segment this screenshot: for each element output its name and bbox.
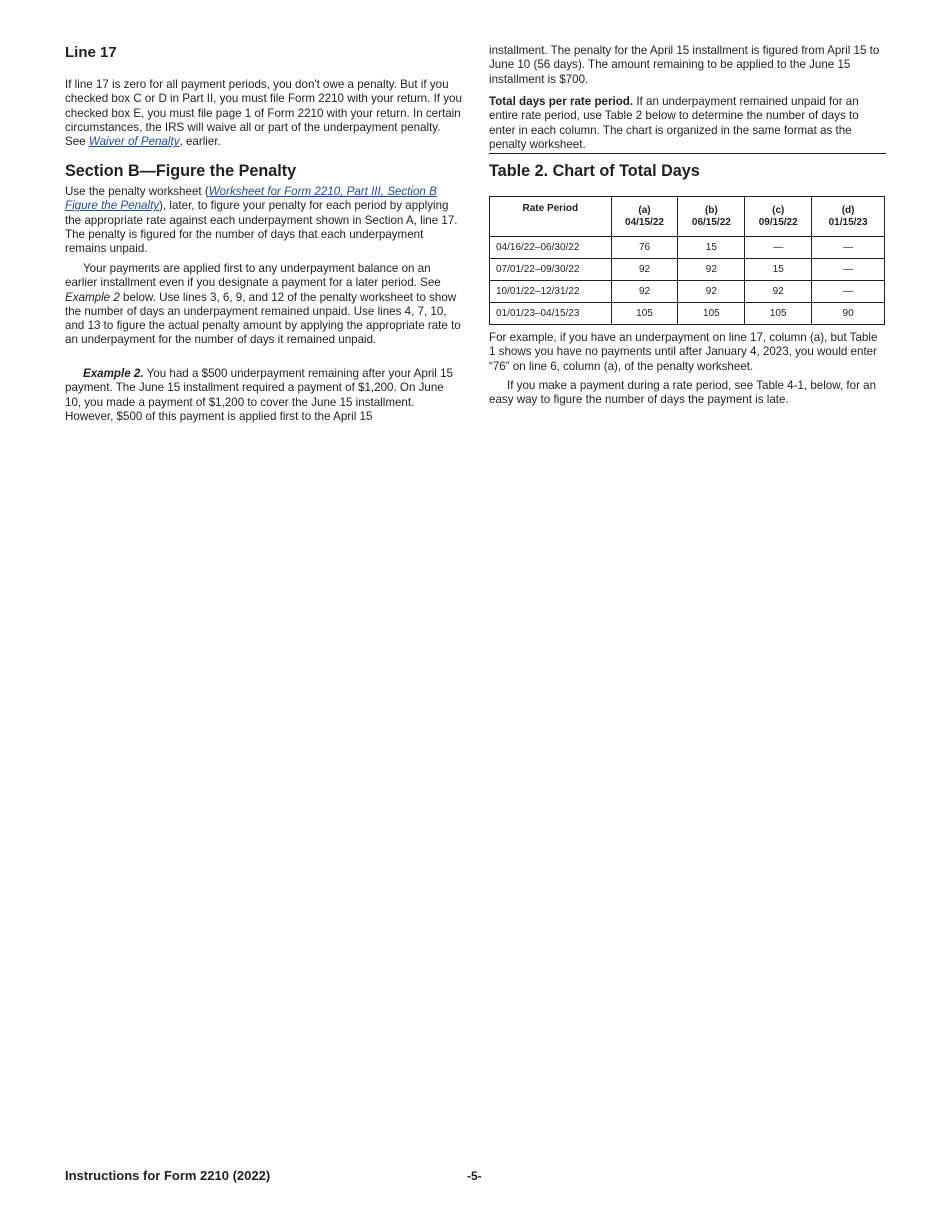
line17-text: If line 17 is zero for all payment periods, you don't owe a penalty. But if you checked box C or D in Part II, you must file Form 2210 with your return. If you checked box E, you must file page 1 of Form 2210 with your return. In certain circumstances, the IRS will waive all or part of the underpayment penalty. See	[65, 78, 462, 149]
col-c-letter: (c)	[772, 204, 785, 216]
col-a-date: 04/15/22	[625, 216, 664, 228]
days-cell: —	[812, 237, 885, 259]
total-days-table	[489, 196, 885, 325]
days-cell: 15	[745, 259, 812, 281]
rate-period-cell: 10/01/22–12/31/22	[490, 281, 612, 303]
days-cell: 90	[812, 303, 885, 325]
rate-period-cell: 04/16/22–06/30/22	[490, 237, 612, 259]
example2-label: Example 2.	[83, 367, 144, 380]
rate-period-cell: 01/01/23–04/15/23	[490, 303, 612, 325]
line17-paragraph	[65, 78, 463, 149]
total-days-label: Total days per rate period.	[489, 95, 634, 108]
total-days-text: If an underpayment remained unpaid for an entire rate period, use Table 2 below to determine the number of days to enter in each column. The chart is organized in the same format as the penalty worksheet.	[489, 95, 859, 151]
col-c-date: 09/15/22	[758, 216, 798, 228]
col-d-letter: (d)	[841, 204, 855, 216]
example2-reference: Example 2	[65, 290, 120, 304]
header-rate-period: Rate Period	[490, 197, 612, 237]
divider-rule	[489, 153, 886, 154]
page-number: -5-	[467, 1169, 482, 1183]
days-cell: 92	[611, 281, 678, 303]
table-header-row	[490, 197, 885, 237]
header-col-d	[812, 197, 885, 237]
example2-text: You had a $500 underpayment remaining after your April 15 payment. The June 15 installment required a payment of $1,200. On June 10, you made a payment of $1,200 to cover the June 15 installment. However, $500 of this payment is applied first to the April 15	[65, 367, 453, 423]
footer-title: Instructions for Form 2210 (2022)	[65, 1168, 271, 1183]
table-row	[490, 259, 885, 281]
section-b-paragraph	[65, 185, 463, 256]
line17-heading: Line 17	[65, 44, 117, 61]
days-cell: 105	[745, 303, 812, 325]
table-title: Table 2. Chart of Total Days	[489, 162, 700, 180]
days-cell: 92	[745, 281, 812, 303]
header-col-b	[678, 197, 745, 237]
table-row	[490, 281, 885, 303]
table-row	[490, 303, 885, 325]
days-cell: 105	[678, 303, 745, 325]
table-row	[490, 237, 885, 259]
continuation-paragraph: installment. The penalty for the April 15 installment is figured from April 15 to June 10 (56 days). The amount remaining to be applied to the June 15 installment is $700.	[489, 44, 880, 86]
days-cell: 105	[611, 303, 678, 325]
days-cell: 15	[678, 237, 745, 259]
days-cell: —	[745, 237, 812, 259]
example-paragraph: For example, if you have an underpayment on line 17, column (a), but Table 1 shows you have no payments until after January 4, 2023, you would enter “76” on line 6, column (a), of the penalty worksheet.	[489, 331, 878, 373]
line17-text-end: , earlier.	[179, 135, 221, 149]
example2-paragraph	[65, 367, 463, 424]
col-b-letter: (b)	[704, 204, 718, 216]
header-col-a	[611, 197, 678, 237]
payment-during-period-paragraph: If you make a payment during a rate period, see Table 4-1, below, for an easy way to figure the number of days the payment is late.	[489, 379, 877, 407]
days-cell: 92	[678, 259, 745, 281]
rate-period-cell: 07/01/22–09/30/22	[490, 259, 612, 281]
days-cell: —	[812, 259, 885, 281]
worksheet-link[interactable]: Worksheet for Form 2210, Part III, Section B Figure the Penalty	[65, 185, 437, 213]
section-b-text-end: ), later, to figure your penalty for each period by applying the appropriate rate against each underpayment shown in Section A, line 17. The penalty is figured for the number of days that each underpayment remains unpaid.	[65, 199, 458, 256]
payments-text-end: below. Use lines 3, 6, 9, and 12 of the penalty worksheet to show the number of days an underpayment remained unpaid. Use lines 4, 7, 10, and 13 to figure the actual penalty amount by applying the appropriate rate to an underpayment for the number of days it remained unpaid.	[65, 290, 461, 347]
days-cell: —	[812, 281, 885, 303]
col-d-date: 01/15/23	[828, 216, 868, 228]
section-b-text: Use the penalty worksheet (	[65, 185, 209, 198]
payments-applied-paragraph	[65, 262, 463, 348]
days-cell: 92	[611, 259, 678, 281]
days-cell: 76	[611, 237, 678, 259]
days-cell: 92	[678, 281, 745, 303]
col-b-date: 06/15/22	[691, 216, 731, 228]
header-col-c	[745, 197, 812, 237]
total-days-paragraph	[489, 95, 886, 152]
payments-text: Your payments are applied first to any underpayment balance on an earlier installment even if you designate a payment for a later period. See	[65, 262, 441, 290]
waiver-of-penalty-link[interactable]: Waiver of Penalty	[88, 135, 180, 149]
col-a-letter: (a)	[638, 204, 651, 216]
section-b-heading: Section B—Figure the Penalty	[65, 162, 297, 180]
